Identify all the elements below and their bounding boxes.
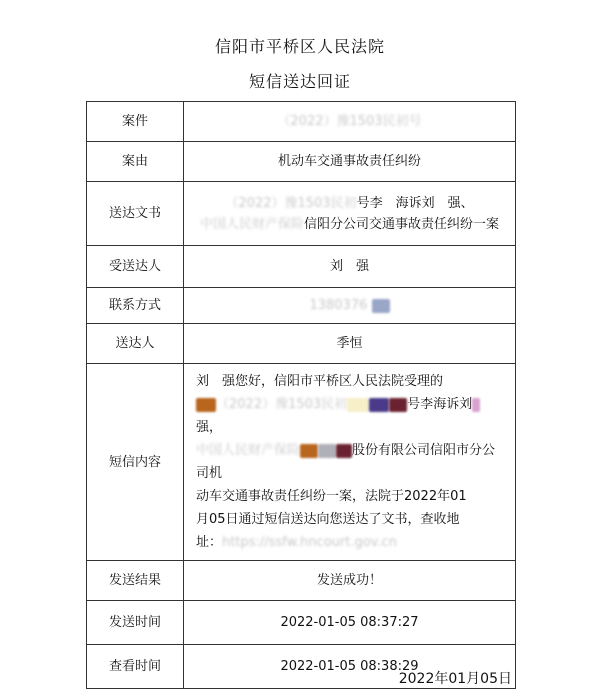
redaction-mark [300,444,318,458]
redaction-mark [372,299,390,313]
redaction-mark [389,398,407,412]
sms-masked-company: 中国人民财产保险 [196,443,301,458]
view-time-label: 查看时间 [87,645,184,689]
document-value [184,182,516,246]
sms-text: 强， [196,420,223,435]
redaction-mark [196,398,216,412]
sms-line [196,393,503,439]
document-line2: 信阳分公司交通事故责任纠纷一案 [304,216,500,232]
sms-content [184,364,516,561]
document-line1: 号李 海诉刘 强、 [356,195,474,211]
redaction-mark [336,444,352,458]
cause-value: 机动车交通事故责任纠纷 [184,142,516,182]
sms-text: 址： [196,535,223,550]
table-row [87,142,516,182]
sms-text: 海诉刘 [433,397,473,412]
redaction-mark [318,444,336,458]
table-row [87,601,516,645]
case-number-masked: （2022）豫1503民初号 [277,114,422,129]
table-row [87,246,516,288]
footer-date: 2022年01月05日 [398,671,512,687]
recipient-value: 刘 强 [184,246,516,288]
send-time-label: 发送时间 [87,601,184,645]
receipt-table [86,101,516,689]
sms-text: 月05日通过短信送达向您送达了文书，查收地 [196,512,460,527]
sms-text: 刘 强您好，信阳市平桥区人民法院受理的 [196,374,444,389]
sms-text: 股份有限公司信阳市分公司机 [196,443,496,481]
redaction-mark [472,398,480,412]
sms-line [196,370,503,393]
case-value [184,102,516,142]
server-value: 季恒 [184,324,516,364]
redaction-mark [369,398,389,412]
redaction-mark [347,398,369,412]
table-row [87,102,516,142]
document-title: 短信送达回证 [248,72,351,91]
sms-line [196,485,503,508]
sms-masked-case: （2022）豫1503民初 [216,397,348,412]
document-label: 送达文书 [87,182,184,246]
table-row [87,324,516,364]
server-label: 送达人 [87,324,184,364]
case-label: 案件 [87,102,184,142]
cause-label: 案由 [87,142,184,182]
sms-text: 号李 [407,397,434,412]
sms-line [196,531,503,554]
contact-value [184,288,516,324]
table-row [87,288,516,324]
contact-masked: 1380376 [309,298,368,313]
sms-text: 动车交通事故责任纠纷一案，法院于2022年01 [196,489,467,504]
sms-masked-url: https://ssfw.hncourt.gov.cn [222,535,397,550]
sms-line [196,508,503,531]
result-value: 发送成功！ [184,561,516,601]
recipient-label: 受送达人 [87,246,184,288]
send-time-value: 2022-01-05 08:37:27 [184,601,516,645]
table-row [87,364,516,561]
document-line2-masked: 中国人民财产保险 [199,216,304,232]
sms-line [196,439,503,485]
court-name: 信阳市平桥区人民法院 [214,37,385,56]
contact-label: 联系方式 [87,288,184,324]
view-time-value: 2022-01-05 08:38:29 [184,645,516,689]
table-row [87,182,516,246]
table-row [87,561,516,601]
document-line1-masked: （2022）豫1503民初 [225,195,357,211]
sms-label: 短信内容 [87,364,184,561]
result-label: 发送结果 [87,561,184,601]
